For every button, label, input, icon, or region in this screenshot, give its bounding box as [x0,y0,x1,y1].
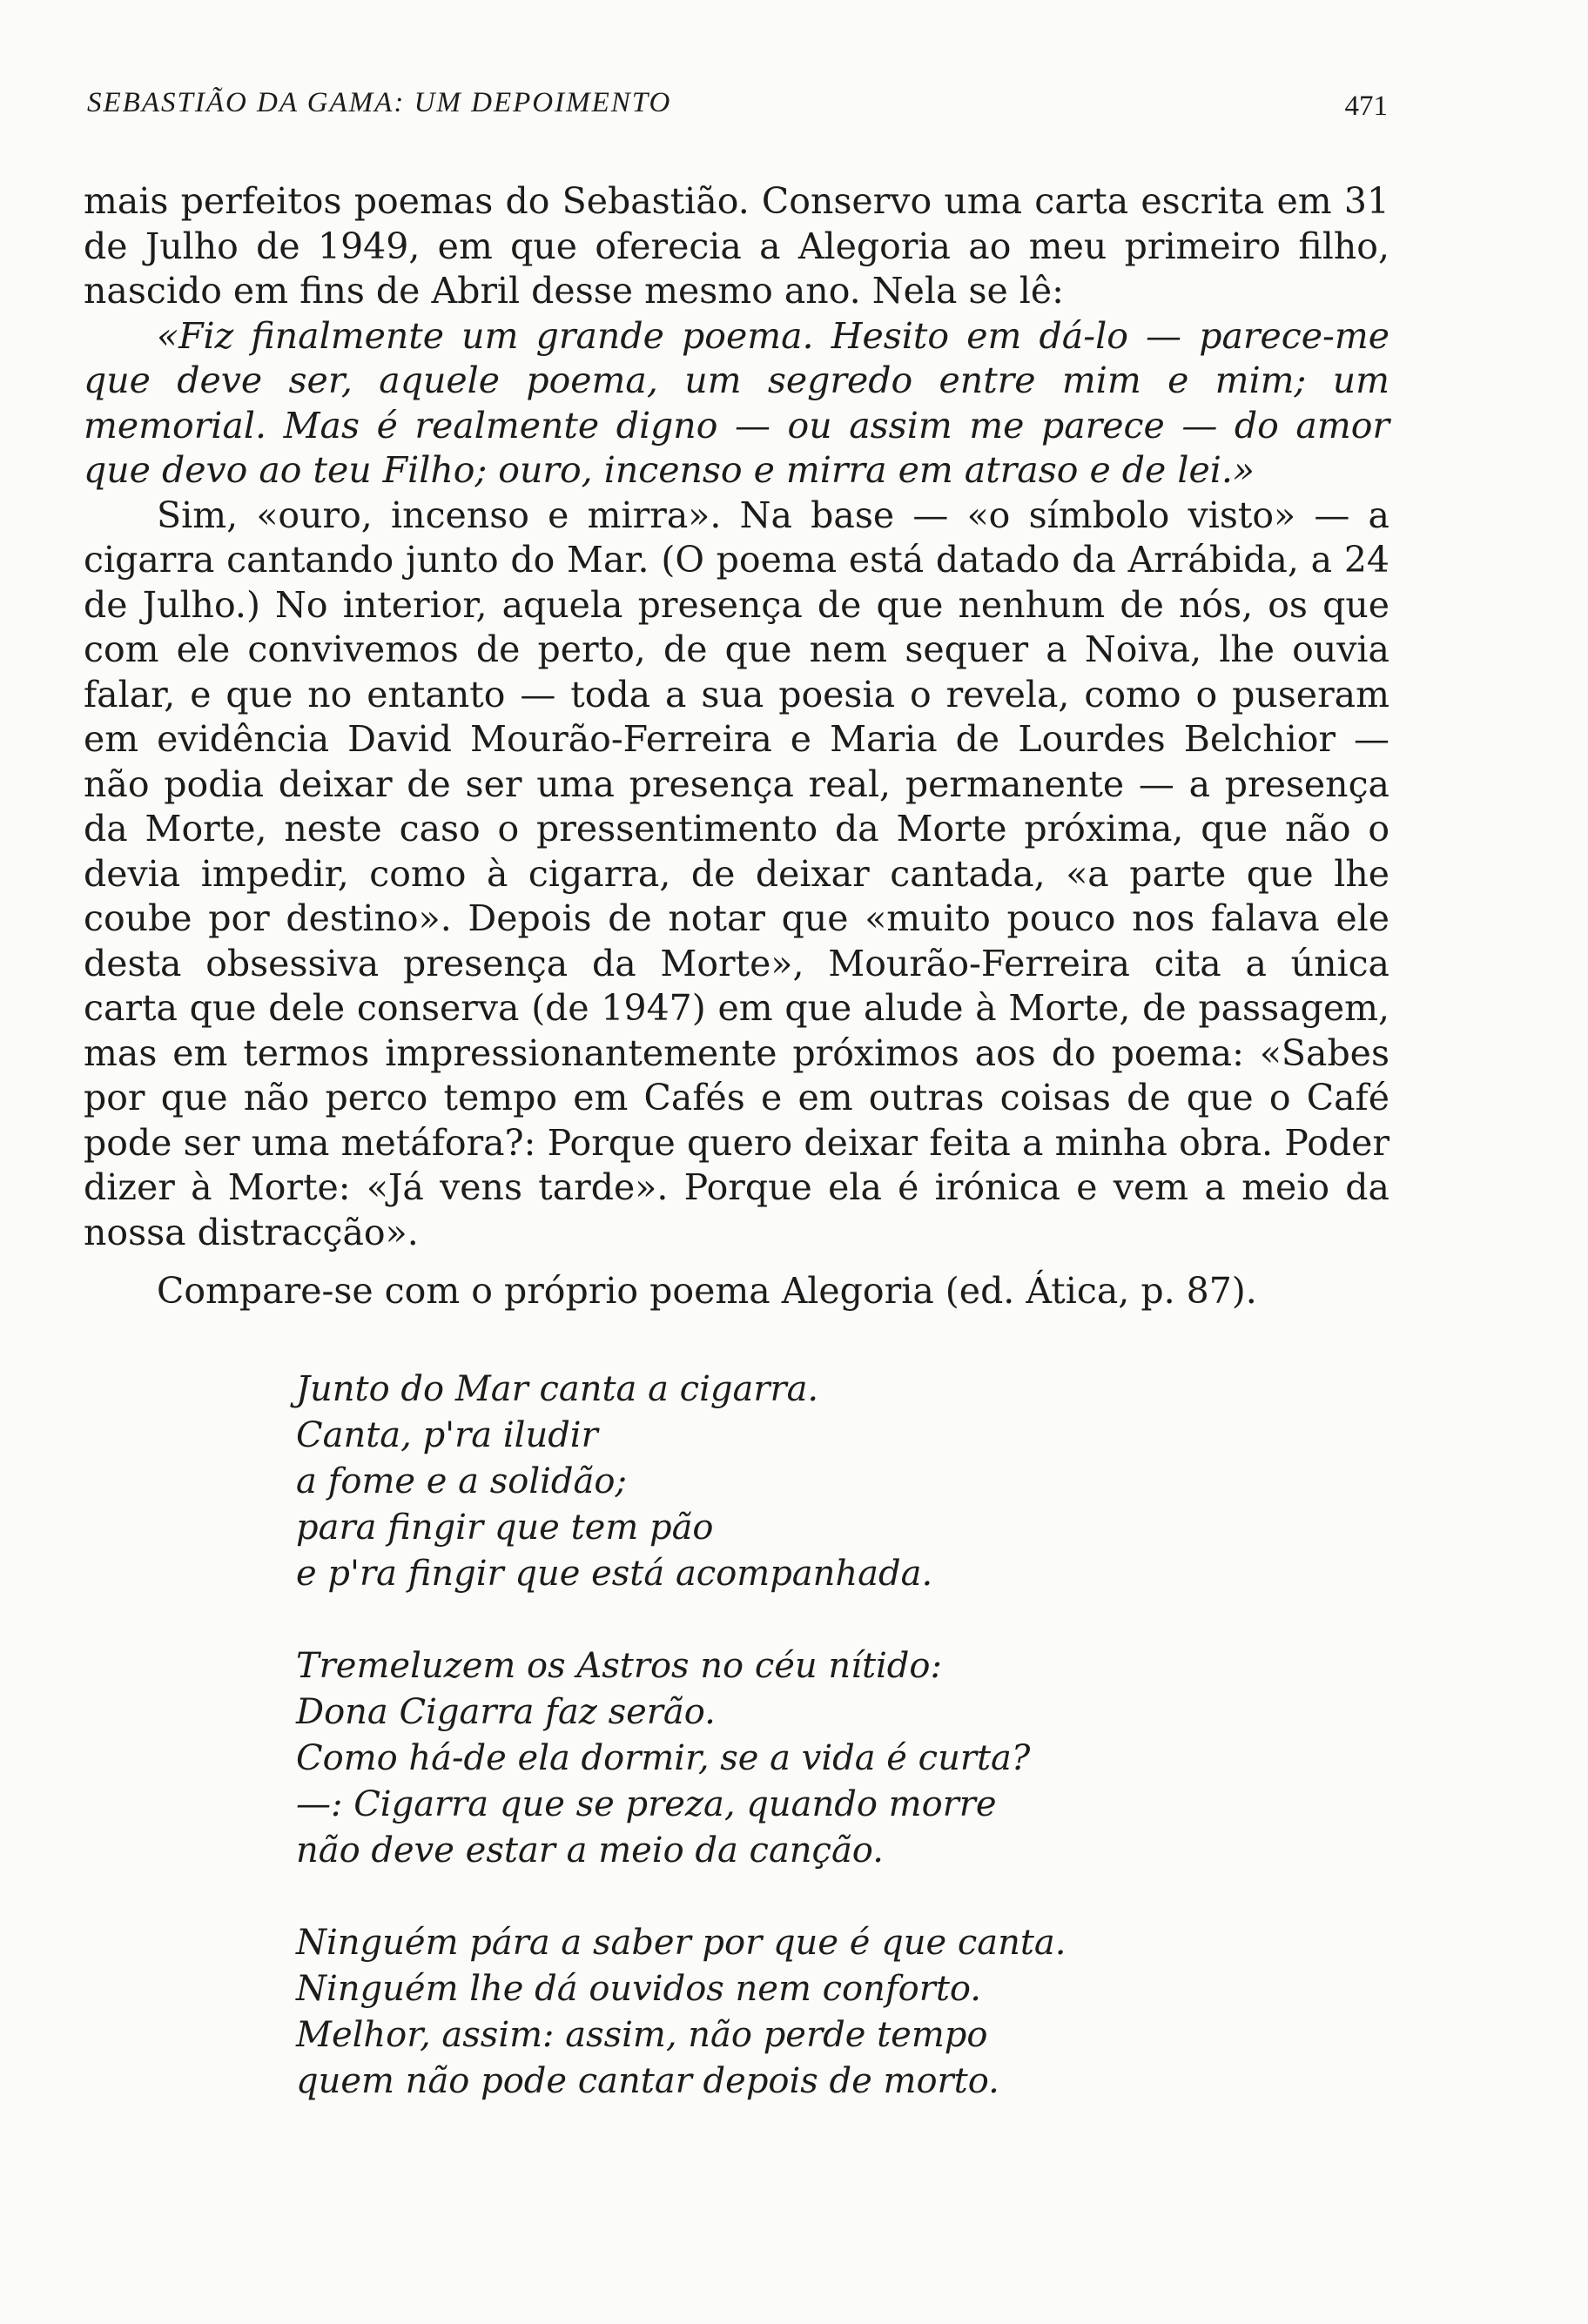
poem-stanza-3 [296,1920,1067,2105]
poem-line: e p'ra fingir que está acompanhada. [296,1554,933,1594]
poem-line: —: Cigarra que se preza, quando morre [296,1784,997,1824]
poem-line: para fingir que tem pão [296,1508,714,1548]
poem-stanza-1 [296,1367,1067,1597]
poem-line: Ninguém lhe dá ouvidos nem conforto. [296,1969,982,2009]
poem-line: Canta, p'ra iludir [296,1415,598,1455]
poem-line: a fome e a solidão; [296,1461,627,1501]
poem-stanza-2 [296,1643,1067,1874]
poem-line: não deve estar a meio da canção. [296,1830,884,1871]
poem-line: Tremeluzem os Astros no céu nítido: [296,1646,942,1686]
page-number: 471 [1344,91,1388,122]
letter-quote: «Fiz finalmente um grande poema. Hesito em dá-lo — parece-me que deve ser, aquele poema, um segredo entre mim e mim; um memorial. Mas é realmente digno — ou assim me parece — do amor que devo ao teu Filho; ouro, incenso e mirra em atraso e de lei.» [84,314,1390,491]
paragraph-1: mais perfeitos poemas do Sebastião. Conservo uma carta escrita em 31 de Julho de 1949, em que oferecia a Alegoria ao meu primeiro filho, nascido em fins de Abril desse mesmo ano. Nela se lê: [84,180,1390,312]
poem-line: Como há-de ela dormir, se a vida é curta? [296,1738,1031,1778]
poem-line: Ninguém pára a saber por que é que canta. [296,1923,1067,1963]
poem-line: Junto do Mar canta a cigarra. [296,1369,819,1409]
paragraph-2: Sim, «ouro, incenso e mirra». Na base — «o símbolo visto» — a cigarra cantando junto do Mar. (O poema está datado da Arrábida, a 24 de Julho.) No interior, aquela presença de que nenhum de nós, os que com ele convivemos de perto, de que nem sequer a Noiva, lhe ouvia falar, e que no entanto — toda a sua poesia o revela, como o puseram em evidência David Mourão-Ferreira e Maria de Lourdes Belchior — não podia deixar de ser uma presença real, permanente — a presença da Morte, neste caso o pressentimento da Morte próxima, que não o devia impedir, como à cigarra, de deixar cantada, «a parte que lhe coube por destino». Depois de notar que «muito pouco nos falava ele desta obsessiva presença da Morte», Mourão-Ferreira cita a única carta que dele conserva (de 1947) em que alude à Morte, de passagem, mas em termos impressionantemente próximos aos do poema: «Sabes por que não perco tempo em Cafés e em outras coisas de que o Café pode ser uma metáfora?: Porque quero deixar feita a minha obra. Poder dizer à Morte: «Já vens tarde». Porque ela é irónica e vem a meio da nossa distracção». [84,494,1390,1253]
poem-line: quem não pode cantar depois de morto. [296,2061,999,2101]
poem-line: Dona Cigarra faz serão. [296,1692,716,1732]
poem-alegoria [296,1367,1067,2151]
body-text [84,179,1390,1314]
running-head: SEBASTIÃO DA GAMA: UM DEPOIMENTO [87,87,672,118]
paragraph-3: Compare-se com o próprio poema Alegoria (ed. Ática, p. 87). [157,1270,1257,1312]
poem-line: Melhor, assim: assim, não perde tempo [296,2015,988,2055]
